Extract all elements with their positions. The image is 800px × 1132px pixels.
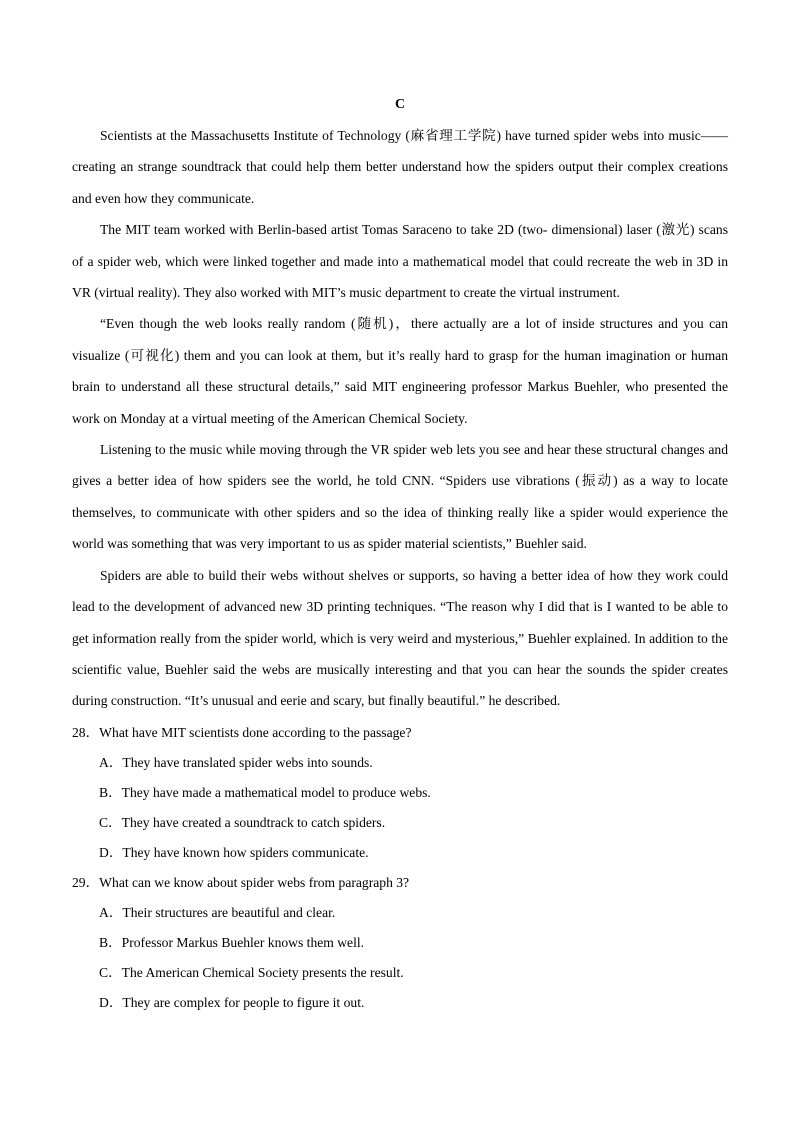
paragraph-3: “Even though the web looks really random (随机)，there actually are a lot of inside structures and you can visualize (可视化) them and you can look at them, but it’s really hard to grasp for the human imagination or human brain to understand all these structural details,” said MIT engineering professor Markus Buehler, who presented the work on Monday at a virtual meeting of the American Chemical Society. (72, 316, 728, 426)
question-stem: 29．What can we know about spider webs from paragraph 3? (72, 875, 410, 890)
paragraph-1: Scientists at the Massachusetts Institute of Technology (麻省理工学院) have turned spider webs into music——creating an strange soundtrack that could help them better understand how the spiders output their complex creations and even how they communicate. (72, 128, 728, 206)
option-b: B．Professor Markus Buehler knows them well. (99, 935, 365, 950)
option-b: B．They have made a mathematical model to produce webs. (99, 785, 431, 800)
option-c: C．The American Chemical Society presents the result. (99, 965, 404, 980)
option-a: A．They have translated spider webs into sounds. (99, 755, 373, 770)
question-stem: 28．What have MIT scientists done according to the passage? (72, 725, 412, 740)
question-28 (72, 718, 728, 868)
paragraph-4: Listening to the music while moving through the VR spider web lets you see and hear these structural changes and gives a better idea of how spiders see the world, he told CNN. “Spiders use vibrations (振动) as a way to locate themselves, to communicate with other spiders and so the idea of thinking really like a spider would experience the world was something that was very important to us as spider material scientists,” Buehler said. (72, 442, 728, 552)
reading-passage (72, 120, 728, 717)
paragraph-5: Spiders are able to build their webs without shelves or supports, so having a better idea of how they work could lead to the development of advanced new 3D printing techniques. “The reason why I did that is I wanted to be able to get information really from the spider world, which is very weird and mysterious,” Buehler explained. In addition to the scientific value, Buehler said the webs are musically interesting and that you can hear the sounds the spider creates during construction. “It’s unusual and eerie and scary, but finally beautiful.” he described. (72, 567, 728, 709)
option-d: D．They have known how spiders communicate. (99, 845, 369, 860)
question-29 (72, 868, 728, 1018)
question-list (72, 718, 728, 1018)
option-c: C．They have created a soundtrack to catch spiders. (99, 815, 386, 830)
section-heading: C (394, 97, 406, 112)
paragraph-2: The MIT team worked with Berlin-based artist Tomas Saraceno to take 2D (two- dimensional) laser (激光) scans of a spider web, which were linked together and made into a mathematical model that could recreate the web in 3D in VR (virtual reality). They also worked with MIT’s music department to create the virtual instrument. (72, 222, 728, 301)
option-a: A．Their structures are beautiful and clear. (99, 905, 336, 920)
option-d: D．They are complex for people to figure it out. (99, 995, 365, 1010)
